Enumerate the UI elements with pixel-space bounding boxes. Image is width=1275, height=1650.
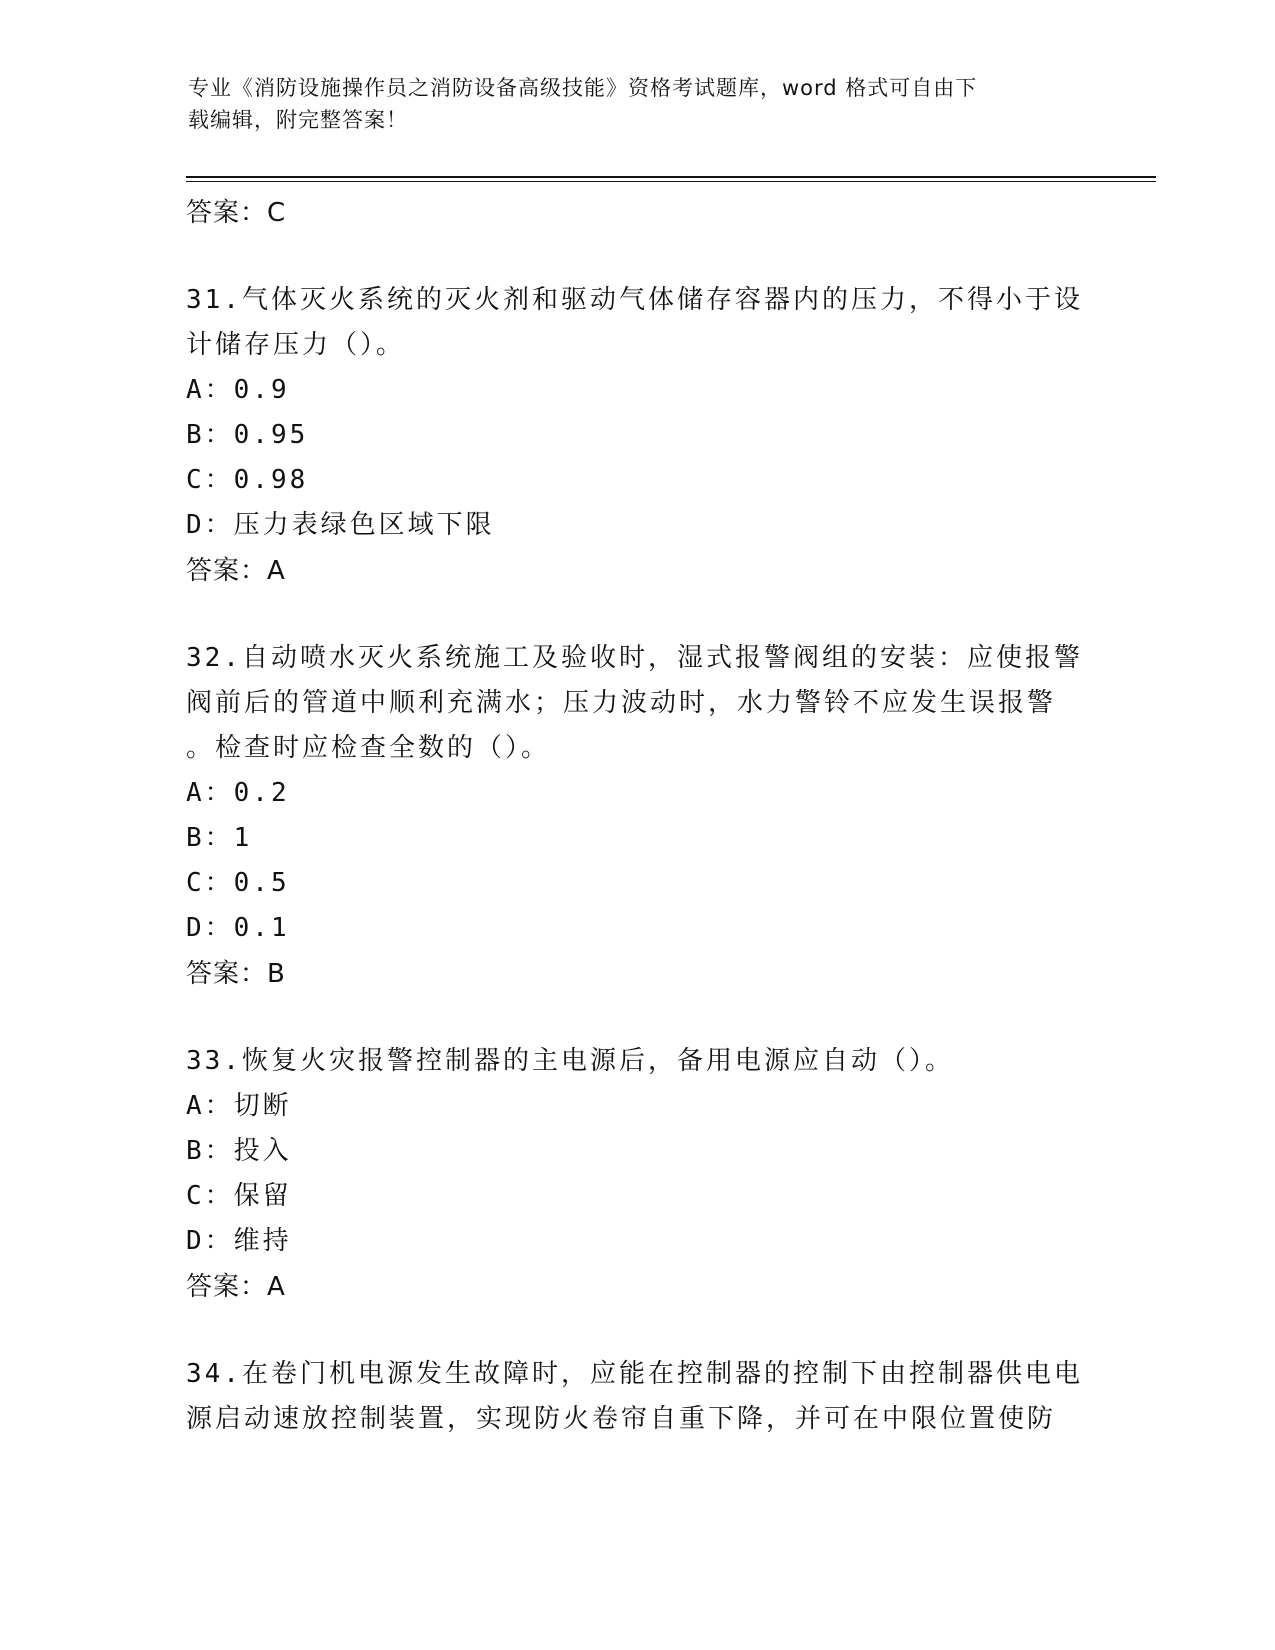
option-d: D：0.1 [186, 913, 290, 943]
question-line: 34.在卷门机电源发生故障时，应能在控制器的控制下由控制器供电电 [186, 1359, 1083, 1389]
option-a: A：0.9 [186, 375, 290, 405]
answer-line: 答案：A [186, 1272, 286, 1302]
question-block [186, 636, 1086, 997]
question-block [186, 278, 1086, 594]
answer-line: 答案：A [186, 556, 286, 586]
header-line-2: 载编辑，附完整答案！ [188, 108, 408, 132]
question-line: 31.气体灭火系统的灭火剂和驱动气体储存容器内的压力，不得小于设 [186, 285, 1083, 315]
answer-line: 答案：C [186, 198, 287, 228]
question-line: 。检查时应检查全数的（）。 [186, 733, 551, 763]
question-text [186, 636, 1086, 771]
option-b: B：0.95 [186, 420, 309, 450]
question-line: 32.自动喷水灭火系统施工及验收时，湿式报警阀组的安装：应使报警 [186, 643, 1083, 673]
answer-line: 答案：B [186, 959, 286, 989]
header-rule-bottom [186, 181, 1156, 182]
header-rule-top [186, 176, 1156, 178]
option-c: C：0.5 [186, 868, 290, 898]
question-text [186, 1039, 1086, 1084]
question-line: 源启动速放控制装置，实现防火卷帘自重下降，并可在中限位置使防 [186, 1404, 1057, 1434]
option-c: C：保留 [186, 1181, 292, 1211]
option-d: D：压力表绿色区域下限 [186, 510, 495, 540]
option-b: B：1 [186, 823, 253, 853]
question-line: 计储存压力（）。 [186, 330, 406, 360]
question-text [186, 1352, 1086, 1442]
document-header [188, 72, 1068, 136]
option-a: A：切断 [186, 1091, 292, 1121]
question-block [186, 1352, 1086, 1442]
option-b: B：投入 [186, 1136, 292, 1166]
question-text [186, 278, 1086, 368]
option-c: C：0.98 [186, 465, 309, 495]
header-line-1: 专业《消防设施操作员之消防设备高级技能》资格考试题库，word 格式可自由下 [188, 76, 978, 100]
document-body [186, 190, 1086, 1442]
option-a: A：0.2 [186, 778, 290, 808]
option-d: D：维持 [186, 1226, 292, 1256]
question-line: 33.恢复火灾报警控制器的主电源后，备用电源应自动（）。 [186, 1046, 954, 1076]
question-block [186, 1039, 1086, 1310]
question-line: 阀前后的管道中顺利充满水；压力波动时，水力警铃不应发生误报警 [186, 688, 1057, 718]
